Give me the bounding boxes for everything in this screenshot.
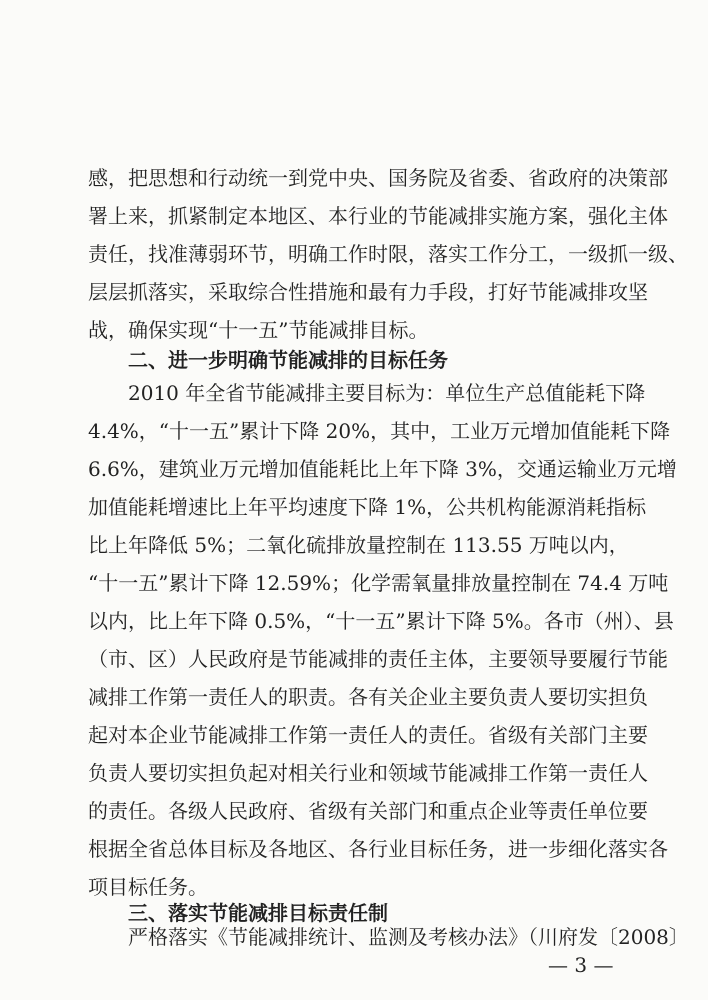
paragraph-line: 减排工作第一责任人的职责。各有关企业主要负责人要切实担负 [88, 685, 648, 709]
paragraph-line: 2010 年全省节能减排主要目标为：单位生产总值能耗下降 [128, 381, 646, 405]
paragraph-line: 4.4%，“十一五”累计下降 20%，其中，工业万元增加值能耗下降 [88, 419, 671, 443]
paragraph-line: 负责人要切实担负起对相关行业和领域节能减排工作第一责任人 [88, 761, 648, 785]
paragraph-line: 责任，找准薄弱环节，明确工作时限，落实工作分工，一级抓一级、 [88, 242, 688, 266]
paragraph-line: 的责任。各级人民政府、省级有关部门和重点企业等责任单位要 [88, 799, 648, 823]
paragraph-line: 项目标任务。 [88, 875, 208, 899]
section-heading: 三、落实节能减排目标责任制 [128, 901, 388, 925]
paragraph-line: 层层抓落实，采取综合性措施和最有力手段，打好节能减排攻坚 [88, 280, 648, 304]
paragraph-line: “十一五”累计下降 12.59%；化学需氧量排放量控制在 74.4 万吨 [88, 571, 669, 595]
paragraph-line: 起对本企业节能减排工作第一责任人的责任。省级有关部门主要 [88, 723, 648, 747]
paragraph-line: 根据全省总体目标及各地区、各行业目标任务，进一步细化落实各 [88, 837, 668, 861]
paragraph-line: 战，确保实现“十一五”节能减排目标。 [88, 318, 429, 342]
paragraph-line: 严格落实《节能减排统计、监测及考核办法》（川府发〔2008〕 [128, 925, 689, 949]
section-heading: 二、进一步明确节能减排的目标任务 [128, 348, 448, 372]
paragraph-line: 加值能耗增速比上年平均速度下降 1%，公共机构能源消耗指标 [88, 495, 647, 519]
paragraph-line: 6.6%，建筑业万元增加值能耗比上年下降 3%，交通运输业万元增 [88, 457, 677, 481]
paragraph-line: （市、区）人民政府是节能减排的责任主体，主要领导要履行节能 [88, 647, 668, 671]
paragraph-line: 感，把思想和行动统一到党中央、国务院及省委、省政府的决策部 [88, 166, 668, 190]
paragraph-line: 以内，比上年下降 0.5%，“十一五”累计下降 5%。各市（州）、县 [88, 609, 674, 633]
page-number: — 3 — [548, 953, 614, 977]
paragraph-line: 署上来，抓紧制定本地区、本行业的节能减排实施方案，强化主体 [88, 204, 668, 228]
paragraph-line: 比上年降低 5%；二氧化硫排放量控制在 113.55 万吨以内， [88, 533, 629, 557]
